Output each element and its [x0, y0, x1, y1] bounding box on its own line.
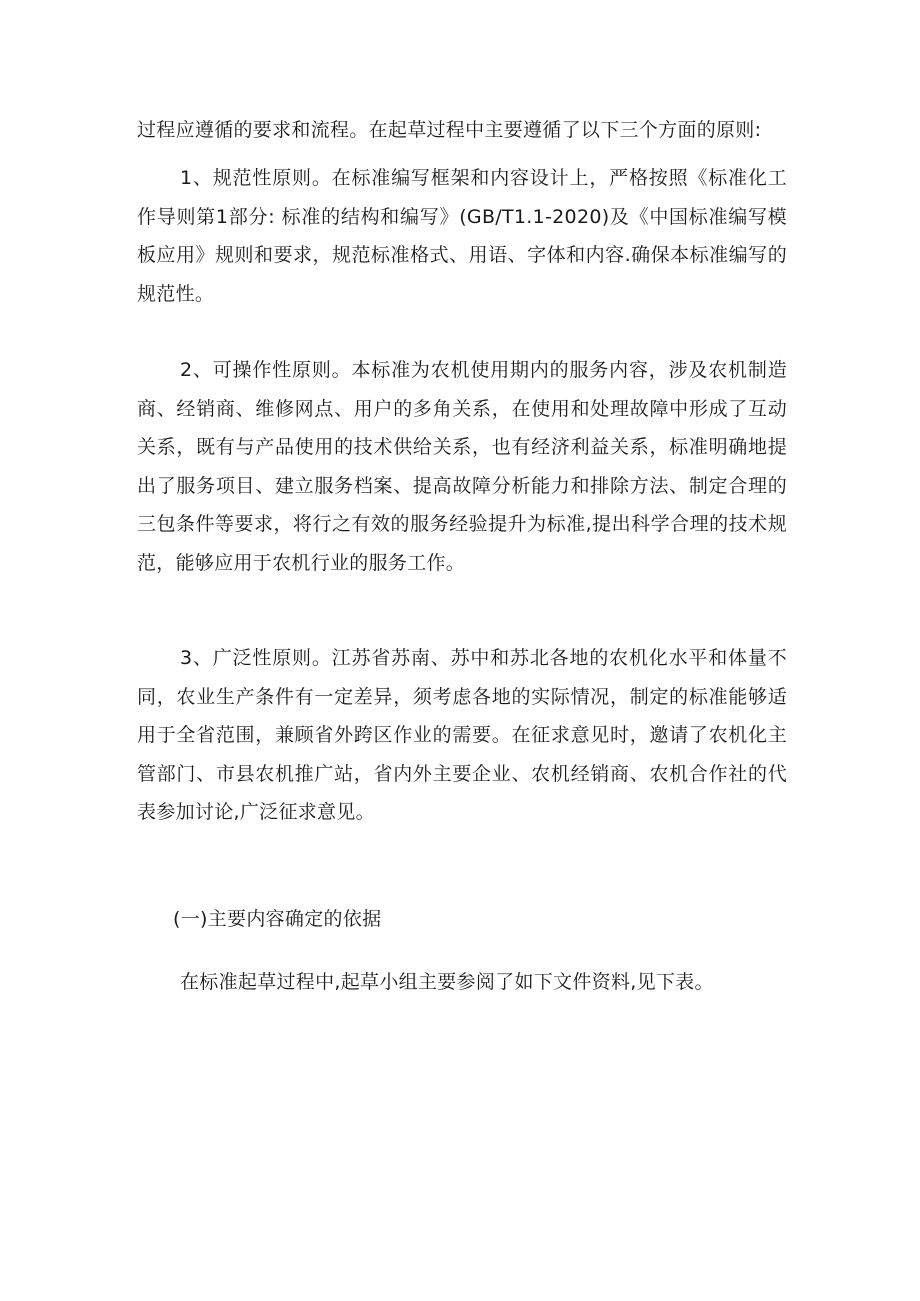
paragraph-principle-normative: 1、规范性原则。在标准编写框架和内容设计上，严格按照《标准化工作导则第1部分: 标准的结构和编写》(GB/T1.1-2020)及《中国标准编写模板应用》规则和要求，规范标准格式、用语、字体和内容.确保本标准编写的规范性。	[137, 167, 787, 305]
paragraph-intro: 过程应遵循的要求和流程。在起草过程中主要遵循了以下三个方面的原则:	[137, 119, 762, 141]
paragraph-principle-broadness: 3、广泛性原则。江苏省苏南、苏中和苏北各地的农机化水平和体量不同，农业生产条件有一定差异，须考虑各地的实际情况，制定的标准能够适用于全省范围，兼顾省外跨区作业的需要。在征求意见时，邀请了农机化主管部门、市县农机推广站，省内外主要企业、农机经销商、农机合作社的代表参加讨论,广泛征求意见。	[137, 647, 787, 823]
closing-note: 在标准起草过程中,起草小组主要参阅了如下文件资料,见下表。	[180, 971, 714, 993]
paragraph-principle-operability: 2、可操作性原则。本标准为农机使用期内的服务内容，涉及农机制造商、经销商、维修网点、用户的多角关系，在使用和处理故障中形成了互动关系，既有与产品使用的技术供给关系，也有经济利益关系，标准明确地提出了服务项目、建立服务档案、提高故障分析能力和排除方法、制定合理的三包条件等要求，将行之有效的服务经验提升为标准,提出科学合理的技术规范，能够应用于农机行业的服务工作。	[137, 359, 787, 574]
section-heading: (一)主要内容确定的依据	[173, 908, 382, 930]
